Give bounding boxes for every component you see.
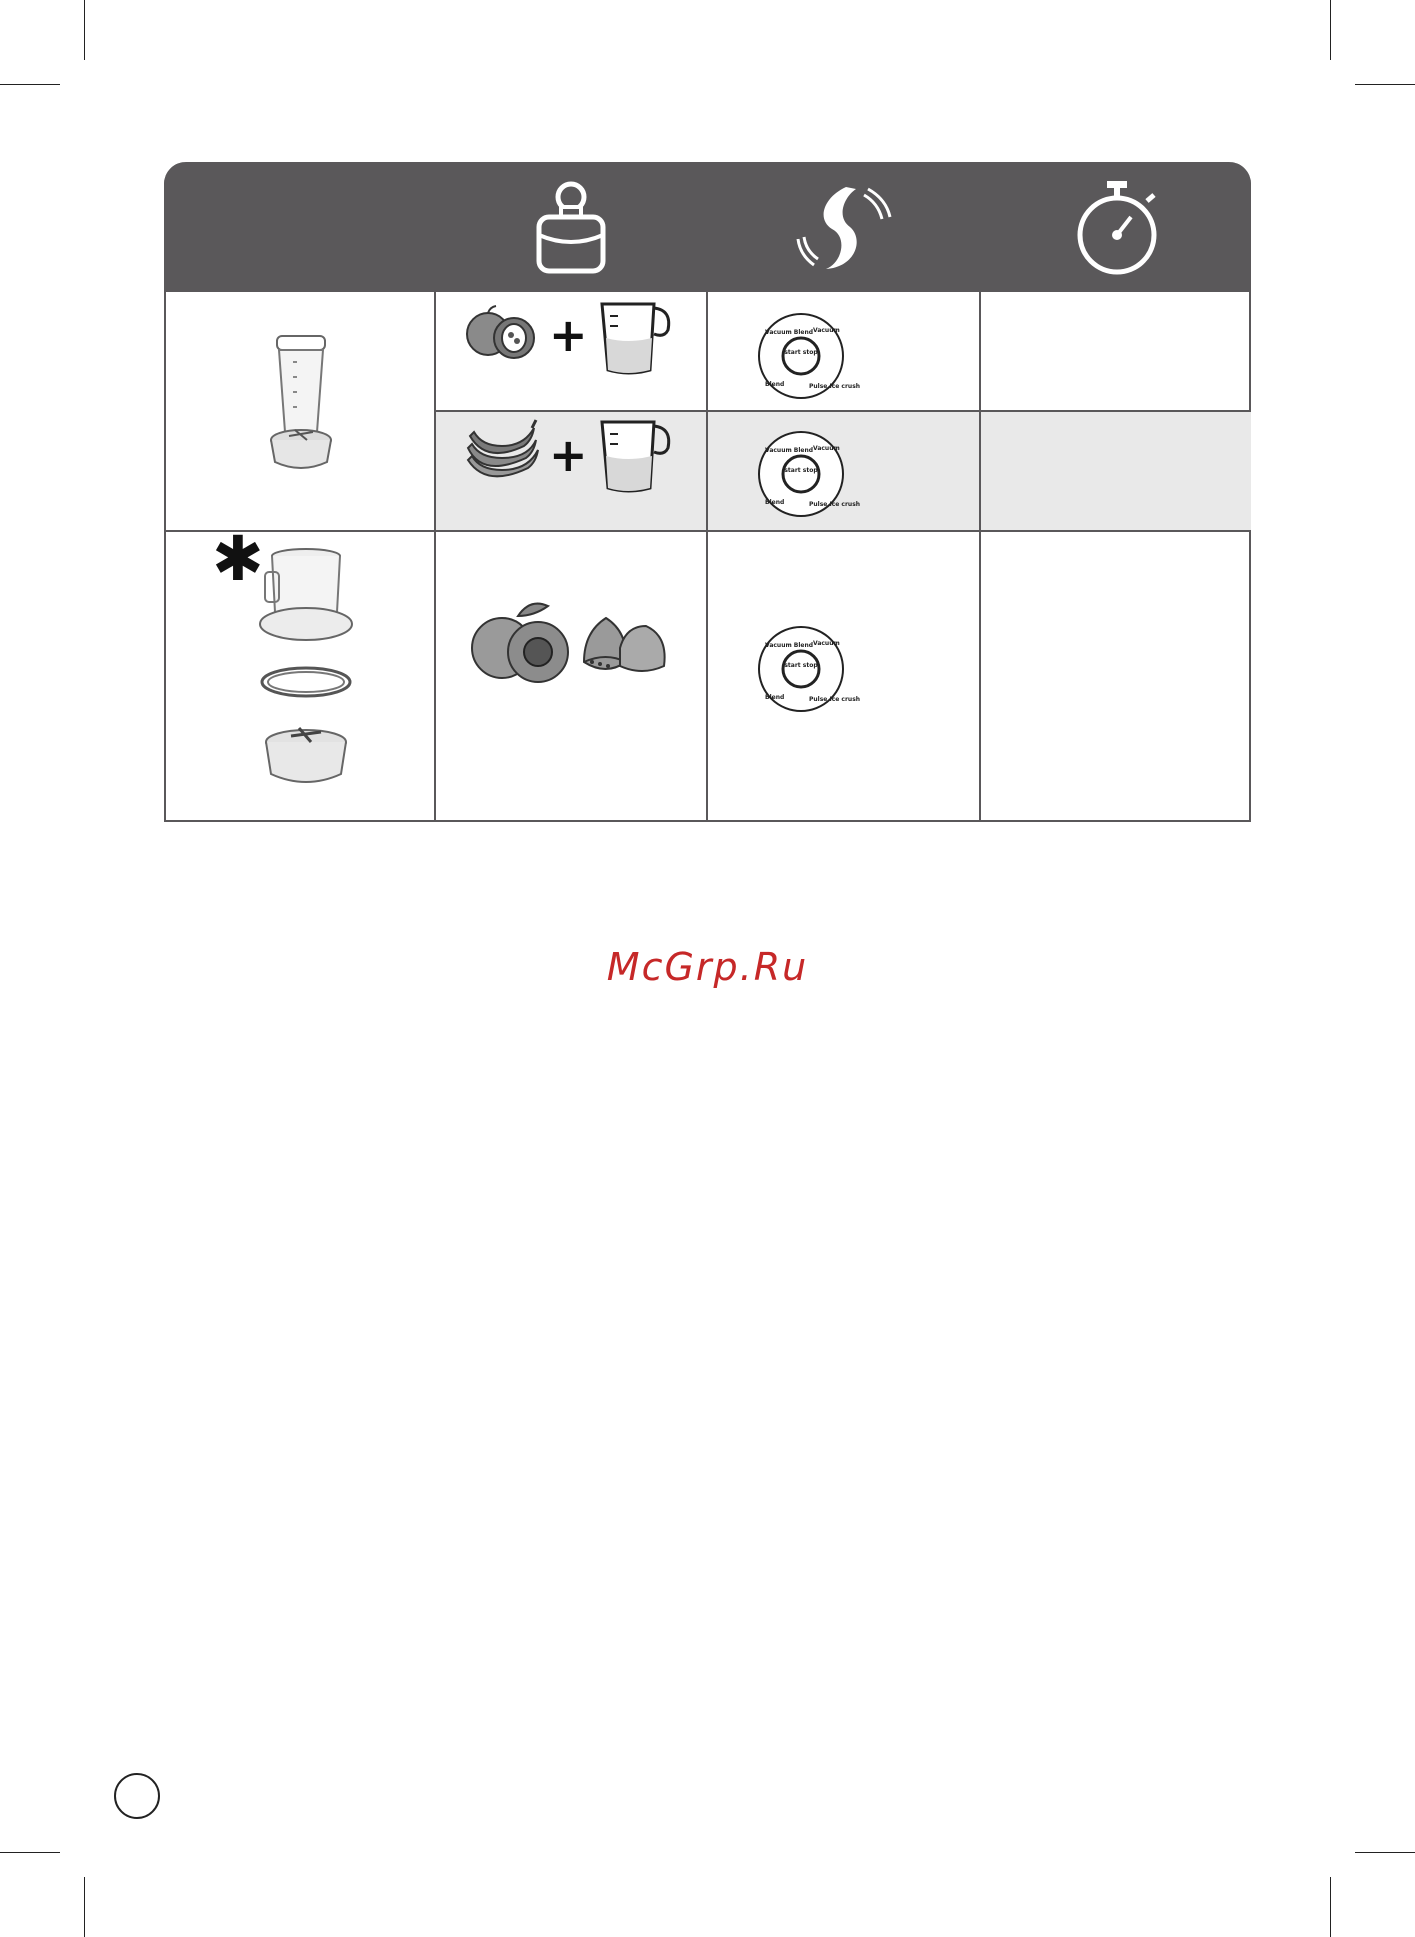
dial-center-label: start stop bbox=[784, 662, 818, 669]
dial-label: Blend bbox=[765, 499, 785, 506]
dial-label: Pulse Ice crush bbox=[809, 696, 861, 703]
crop-mark bbox=[84, 0, 85, 60]
row-divider bbox=[166, 530, 1251, 532]
plus-sign: + bbox=[549, 428, 588, 482]
dial-label: Vacuum bbox=[813, 640, 840, 647]
dial-label: Pulse Ice crush bbox=[809, 383, 861, 390]
dial-label: Vacuum bbox=[813, 445, 840, 452]
crop-mark bbox=[0, 1852, 60, 1853]
row-divider bbox=[436, 410, 1251, 412]
dial-label: Vacuum Blend bbox=[765, 329, 814, 336]
column-divider bbox=[434, 162, 436, 820]
crop-mark bbox=[1330, 1877, 1331, 1937]
header-timer bbox=[982, 162, 1252, 292]
dial-label: Pulse Ice crush bbox=[809, 501, 861, 508]
watermark: McGrp.Ru bbox=[606, 945, 809, 989]
weight-icon bbox=[531, 177, 611, 277]
dial-label: Vacuum Blend bbox=[765, 447, 814, 454]
control-dial-icon bbox=[751, 304, 861, 404]
header-weight bbox=[436, 162, 706, 292]
dial-label: Blend bbox=[765, 381, 785, 388]
control-dial-icon bbox=[751, 422, 861, 522]
crop-mark bbox=[0, 84, 60, 85]
control-dial-icon bbox=[751, 617, 861, 717]
page-number-circle bbox=[114, 1773, 160, 1819]
speed-icon bbox=[794, 177, 894, 277]
apple-icon bbox=[462, 304, 542, 364]
bottle-blade-icon bbox=[261, 332, 341, 482]
chopper-bowl-icon bbox=[251, 542, 361, 802]
header-speed bbox=[708, 162, 980, 292]
crop-mark bbox=[84, 1877, 85, 1937]
column-divider bbox=[706, 162, 708, 820]
dial-center-label: start stop bbox=[784, 349, 818, 356]
nuts-icon bbox=[466, 592, 676, 692]
crop-mark bbox=[1330, 0, 1331, 60]
plus-sign: + bbox=[549, 308, 588, 362]
asterisk-marker: ✱ bbox=[212, 522, 264, 595]
dial-center-label: start stop bbox=[784, 467, 818, 474]
dial-label: Vacuum bbox=[813, 327, 840, 334]
timer-icon bbox=[1067, 177, 1167, 277]
dial-label: Vacuum Blend bbox=[765, 642, 814, 649]
crop-mark bbox=[1355, 84, 1415, 85]
measuring-jug-icon bbox=[596, 298, 676, 376]
column-divider bbox=[979, 162, 981, 820]
usage-table bbox=[164, 162, 1251, 822]
crop-mark bbox=[1355, 1852, 1415, 1853]
dial-label: Blend bbox=[765, 694, 785, 701]
banana-icon bbox=[462, 418, 542, 488]
measuring-jug-icon bbox=[596, 416, 676, 494]
